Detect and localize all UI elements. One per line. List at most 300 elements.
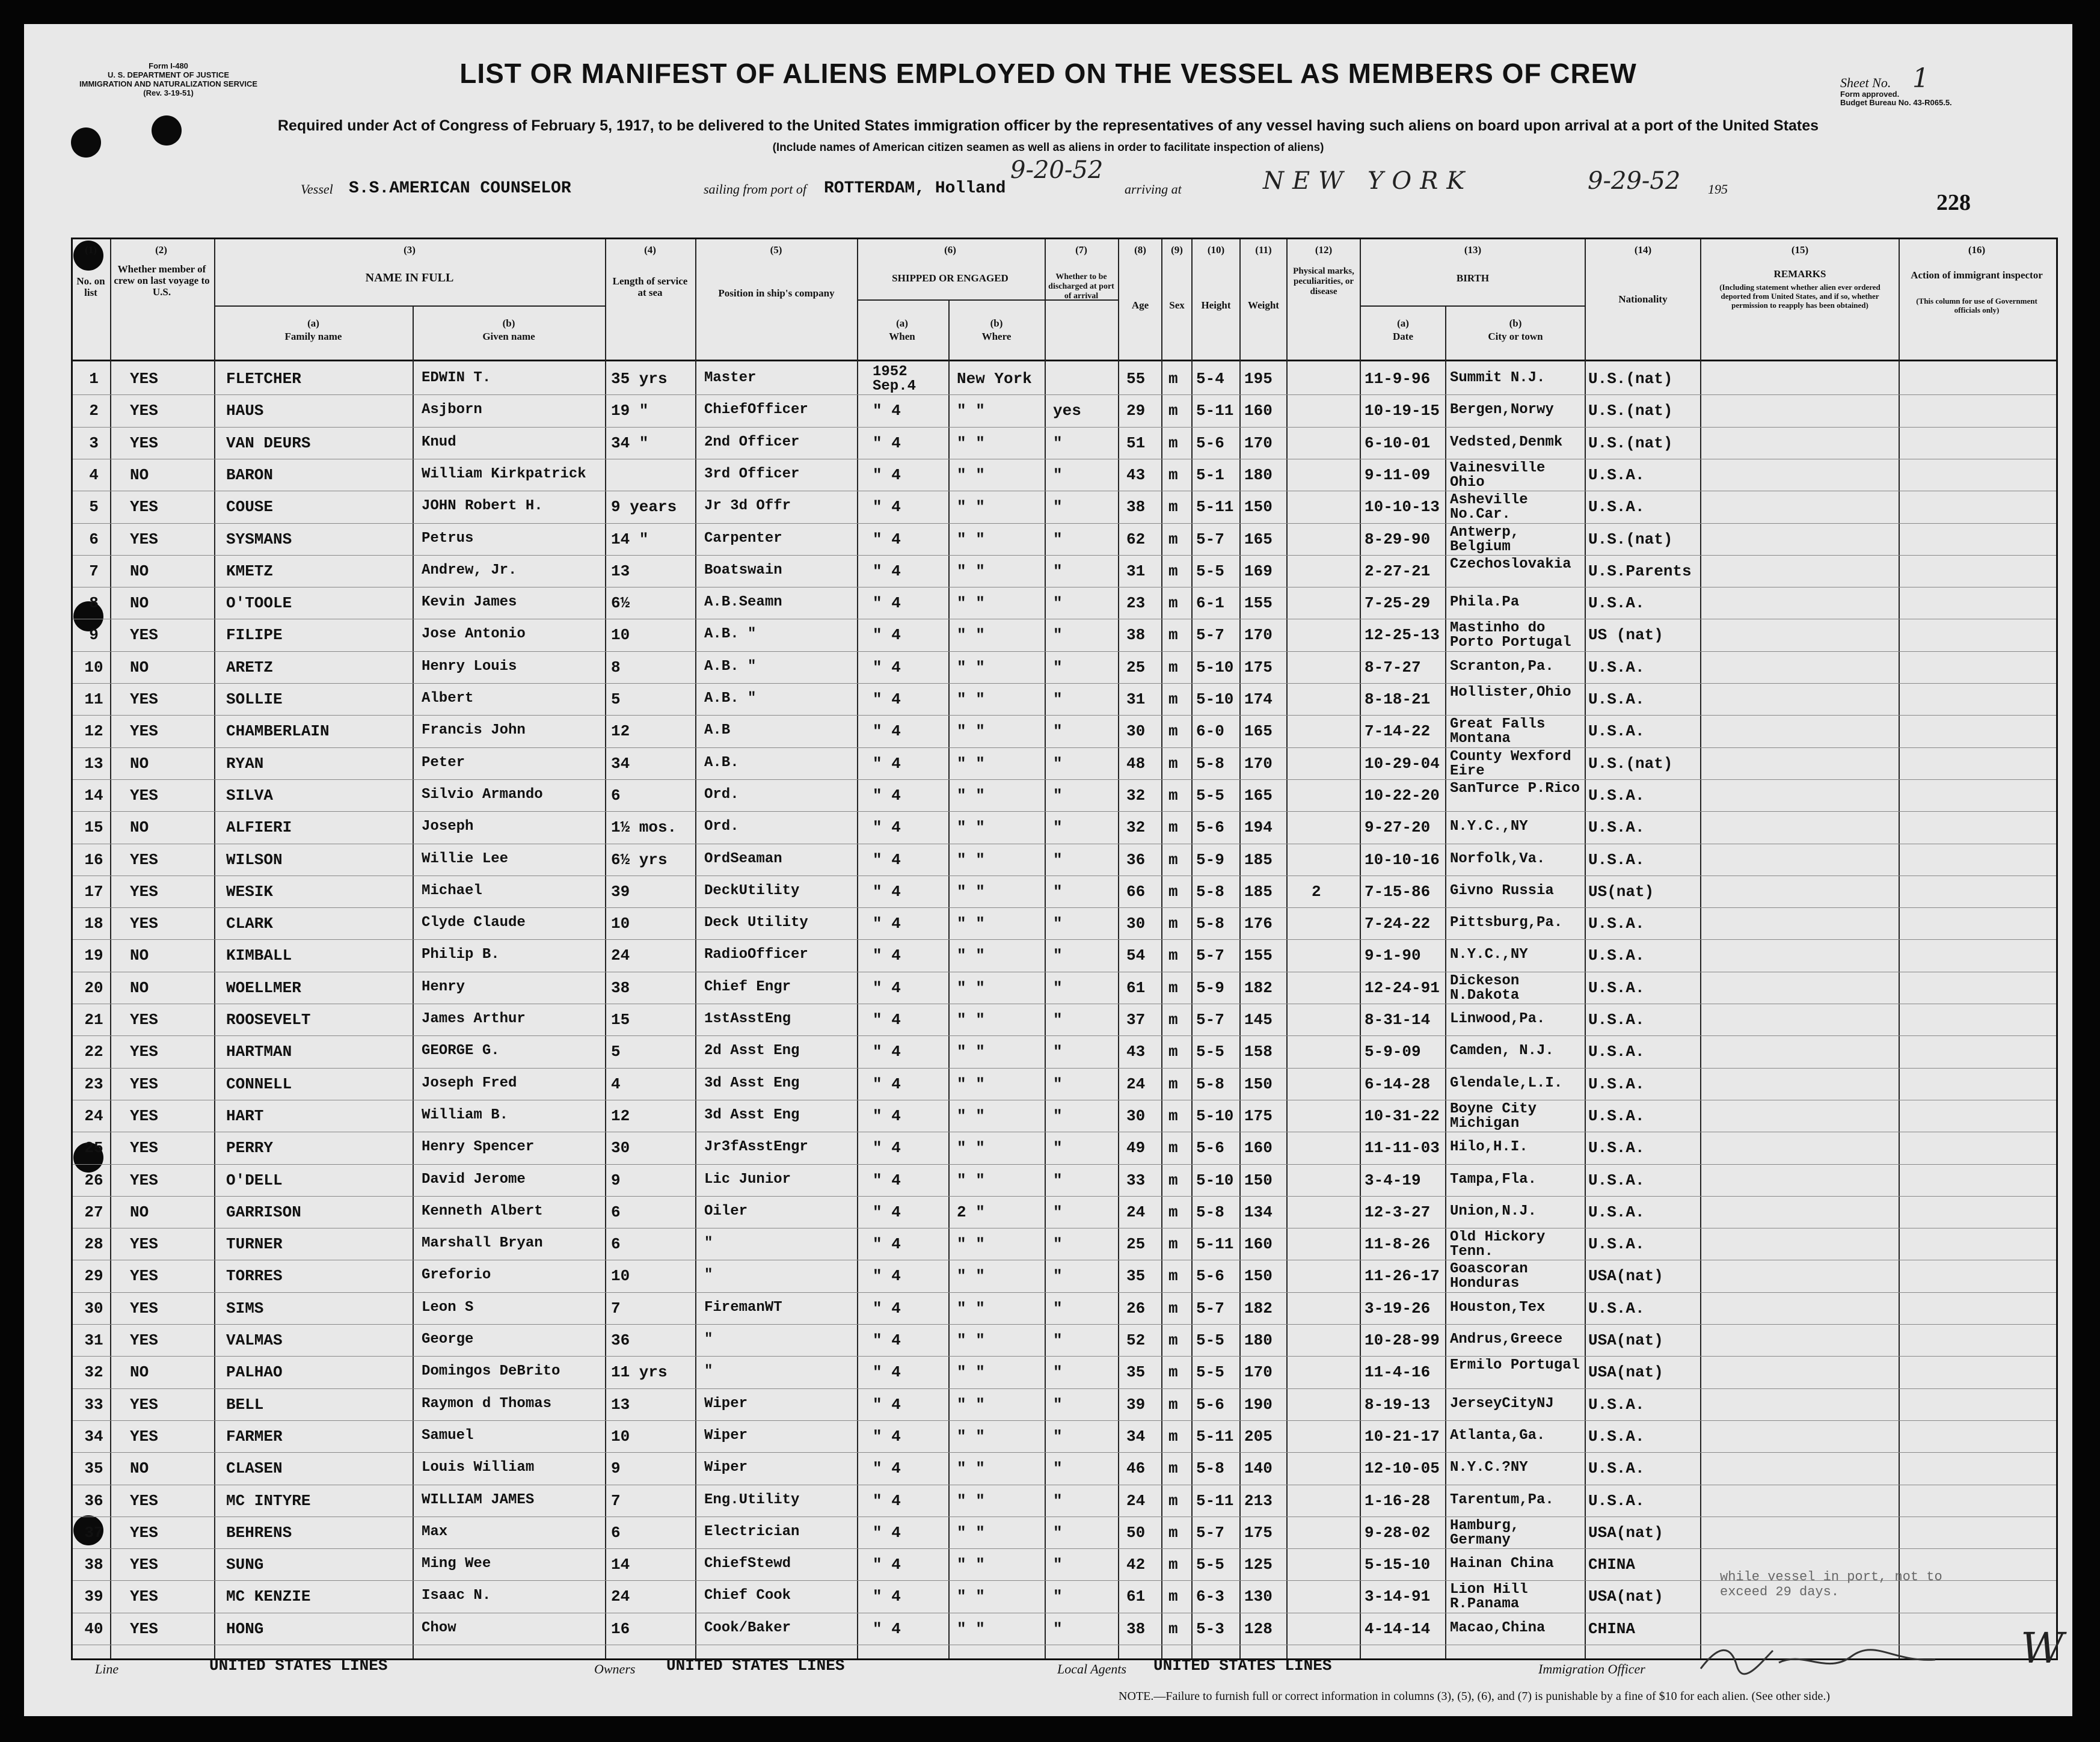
revision: (Rev. 3-19-51): [143, 88, 194, 97]
col8-num: (8): [1134, 244, 1146, 256]
row-height: 5-8: [1196, 915, 1224, 933]
row-nat: U.S.(nat): [1588, 530, 1673, 548]
row-position: OrdSeaman: [704, 850, 782, 867]
page-number: 228: [1936, 190, 1971, 215]
line-label: Line: [95, 1661, 119, 1676]
row-weight: 130: [1244, 1587, 1273, 1606]
row-divider: [73, 811, 2056, 812]
row-age: 23: [1126, 594, 1146, 613]
row-crew: NO: [130, 978, 149, 997]
row-age: 61: [1126, 978, 1146, 997]
col12-num: (12): [1315, 244, 1333, 256]
row-city: N.Y.C.,NY: [1450, 946, 1528, 963]
row-sex: m: [1168, 1459, 1178, 1478]
row-nat: U.S.A.: [1588, 1459, 1645, 1478]
row-family: CHAMBERLAIN: [226, 722, 330, 741]
row-service: 10: [611, 915, 630, 933]
row-age: 42: [1126, 1556, 1146, 1574]
row-disch: ": [1053, 882, 1063, 901]
row-height: 5-8: [1196, 882, 1224, 901]
row-position: Chief Cook: [704, 1587, 791, 1604]
row-bdate: 1-16-28: [1365, 1491, 1431, 1510]
row-when: " 4: [873, 626, 901, 645]
row-where: " ": [957, 562, 985, 580]
row-nat: U.S.A.: [1588, 1491, 1645, 1510]
row-bdate: 11-8-26: [1365, 1235, 1431, 1254]
row-height: 5-7: [1196, 1011, 1224, 1029]
row-height: 6-1: [1196, 594, 1224, 613]
col-line: [1239, 239, 1241, 1658]
row-disch: ": [1053, 1459, 1063, 1478]
row-where: " ": [957, 626, 985, 645]
row-when: " 4: [873, 1619, 901, 1638]
row-when: " 4: [873, 1459, 901, 1478]
row-where: " ": [957, 1395, 985, 1414]
row-position: Oiler: [704, 1203, 748, 1219]
row-service: 11 yrs: [611, 1363, 668, 1382]
row-position: 3d Asst Eng: [704, 1075, 800, 1091]
col-line: [110, 239, 111, 1658]
row-nat: U.S.A.: [1588, 1395, 1645, 1414]
col13b-sub: (b): [1509, 317, 1522, 329]
row-disch: ": [1053, 434, 1063, 452]
row-where: " ": [957, 498, 985, 517]
row-no: 39: [84, 1587, 103, 1606]
row-sex: m: [1168, 1395, 1178, 1414]
col11-header: Weight: [1248, 299, 1279, 311]
row-no: 6: [89, 530, 99, 548]
row-no: 31: [84, 1331, 103, 1349]
row-service: 1½ mos.: [611, 818, 677, 837]
row-nat: CHINA: [1588, 1556, 1636, 1574]
row-divider: [73, 779, 2056, 780]
row-given: Raymon d Thomas: [422, 1395, 552, 1412]
row-given: Kevin James: [422, 594, 517, 611]
col-line: [1899, 239, 1900, 1658]
row-crew: NO: [130, 754, 149, 773]
row-sex: m: [1168, 626, 1178, 645]
row-when: " 4: [873, 915, 901, 933]
row-age: 38: [1126, 1619, 1146, 1638]
row-disch: ": [1053, 1075, 1063, 1093]
row-sex: m: [1168, 1587, 1178, 1606]
row-height: 5-7: [1196, 1299, 1224, 1317]
row-given: Jose Antonio: [422, 626, 526, 643]
row-no: 13: [84, 754, 103, 773]
col-line: [1118, 239, 1119, 1658]
row-no: 29: [84, 1267, 103, 1286]
row-sex: m: [1168, 754, 1178, 773]
row-disch: ": [1053, 1331, 1063, 1349]
row-disch: ": [1053, 1299, 1063, 1317]
row-bdate: 3-19-26: [1365, 1299, 1431, 1317]
row-no: 1: [89, 370, 99, 388]
row-sex: m: [1168, 594, 1178, 613]
row-no: 8: [89, 594, 99, 613]
row-nat: U.S.A.: [1588, 1235, 1645, 1254]
row-crew: YES: [130, 1556, 158, 1574]
row-when: " 4: [873, 465, 901, 484]
row-when: " 4: [873, 882, 901, 901]
owners-label: Owners: [594, 1661, 636, 1676]
col-line: [1585, 239, 1586, 1658]
page-subtitle: Required under Act of Congress of February 5, 1917, to be delivered to the United States immigration officer by the representatives of any vessel having such aliens on board upon arrival at a port of the United States: [277, 117, 1819, 134]
row-position: ": [704, 1267, 713, 1284]
row-position: Ord.: [704, 818, 739, 835]
row-city: Dickeson N.Dakota: [1450, 974, 1520, 1003]
row-given: Philip B.: [422, 946, 500, 963]
row-height: 5-9: [1196, 850, 1224, 869]
row-sex: m: [1168, 1331, 1178, 1349]
row-service: 10: [611, 626, 630, 645]
handwritten-mark: W: [2021, 1624, 2064, 1673]
row-given: Joseph: [422, 818, 474, 835]
row-height: 5-6: [1196, 1395, 1224, 1414]
row-disch: ": [1053, 1235, 1063, 1254]
row-sex: m: [1168, 1075, 1178, 1093]
header-subdivider-3: [214, 305, 605, 307]
row-age: 32: [1126, 786, 1146, 805]
col10-header: Height: [1201, 299, 1231, 311]
row-city: N.Y.C.?NY: [1450, 1459, 1528, 1476]
row-family: BEHRENS: [226, 1523, 292, 1542]
row-when: " 4: [873, 1331, 901, 1349]
col6b-sub: (b): [990, 317, 1003, 329]
col15-subheader: (Including statement whether alien ever ordered deported from United States, and if so, whether permission to reapply has been obtained): [1719, 283, 1880, 310]
row-age: 35: [1126, 1267, 1146, 1286]
row-city: Asheville No.Car.: [1450, 493, 1528, 523]
row-service: 38: [611, 978, 630, 997]
row-given: Louis William: [422, 1459, 535, 1476]
row-when: " 4: [873, 1075, 901, 1093]
row-nat: U.S.A.: [1588, 465, 1645, 484]
row-no: 9: [89, 626, 99, 645]
row-given: Greforio: [422, 1267, 491, 1284]
row-bdate: 11-4-16: [1365, 1363, 1431, 1382]
year-suffix: 195: [1708, 182, 1728, 197]
row-position: Boatswain: [704, 562, 782, 578]
row-where: " ": [957, 754, 985, 773]
row-nat: USA(nat): [1588, 1587, 1663, 1606]
row-given: GEORGE G.: [422, 1043, 500, 1060]
row-family: WESIK: [226, 882, 274, 901]
row-position: ": [704, 1363, 713, 1380]
row-weight: 160: [1244, 1235, 1273, 1254]
row-bdate: 10-19-15: [1365, 402, 1440, 420]
row-city: Tarentum,Pa.: [1450, 1491, 1554, 1508]
row-when: " 4: [873, 402, 901, 420]
row-city: Lion Hill R.Panama: [1450, 1583, 1528, 1612]
sailing-port: ROTTERDAM, Holland: [824, 179, 1006, 198]
row-nat: U.S.A.: [1588, 722, 1645, 741]
row-where: " ": [957, 465, 985, 484]
row-nat: U.S.A.: [1588, 1427, 1645, 1446]
row-age: 36: [1126, 850, 1146, 869]
row-position: ": [704, 1331, 713, 1348]
row-crew: NO: [130, 562, 149, 580]
agents-value: UNITED STATES LINES: [1153, 1657, 1332, 1675]
row-bdate: 3-14-91: [1365, 1587, 1431, 1606]
row-weight: 182: [1244, 978, 1273, 997]
col13b-header: City or town: [1488, 331, 1543, 342]
row-no: 35: [84, 1459, 103, 1478]
row-sex: m: [1168, 1106, 1178, 1125]
row-age: 39: [1126, 1395, 1146, 1414]
row-position: Electrician: [704, 1523, 800, 1540]
row-bdate: 10-21-17: [1365, 1427, 1440, 1446]
row-given: Max: [422, 1523, 448, 1540]
col12-header: Physical marks, peculiarities, or disease: [1293, 266, 1354, 296]
row-given: Isaac N.: [422, 1587, 491, 1604]
row-family: FARMER: [226, 1427, 283, 1446]
row-age: 34: [1126, 1427, 1146, 1446]
row-crew: YES: [130, 1427, 158, 1446]
row-city: Hollister,Ohio: [1450, 685, 1571, 700]
row-family: BELL: [226, 1395, 264, 1414]
row-no: 7: [89, 562, 99, 580]
row-no: 24: [84, 1106, 103, 1125]
row-divider: [73, 683, 2056, 684]
row-disch: ": [1053, 978, 1063, 997]
row-crew: YES: [130, 1267, 158, 1286]
footer: [71, 1657, 2054, 1681]
row-crew: YES: [130, 1587, 158, 1606]
col1-header: No. on list: [76, 275, 105, 298]
row-city: Antwerp, Belgium: [1450, 525, 1520, 554]
row-when: " 4: [873, 594, 901, 613]
row-crew: YES: [130, 370, 158, 388]
row-when: " 4: [873, 1235, 901, 1254]
row-weight: 160: [1244, 1139, 1273, 1158]
row-when: " 4: [873, 434, 901, 452]
row-service: 36: [611, 1331, 630, 1349]
row-weight: 174: [1244, 690, 1273, 708]
row-age: 35: [1126, 1363, 1146, 1382]
row-bdate: 10-10-16: [1365, 850, 1440, 869]
col5-header: Position in ship's company: [718, 287, 835, 299]
row-city: Hamburg, Germany: [1450, 1518, 1520, 1548]
row-height: 5-6: [1196, 818, 1224, 837]
page-title: LIST OR MANIFEST OF ALIENS EMPLOYED ON THE VESSEL AS MEMBERS OF CREW: [459, 58, 1637, 89]
row-nat: U.S.A.: [1588, 1075, 1645, 1093]
row-family: GARRISON: [226, 1203, 301, 1221]
row-nat: U.S.A.: [1588, 690, 1645, 708]
row-sex: m: [1168, 915, 1178, 933]
row-crew: NO: [130, 1459, 149, 1478]
arriving-label: arriving at: [1125, 182, 1182, 197]
row-city: Andrus,Greece: [1450, 1331, 1563, 1348]
row-age: 43: [1126, 465, 1146, 484]
row-height: 5-8: [1196, 754, 1224, 773]
row-family: ROOSEVELT: [226, 1011, 311, 1029]
row-weight: 213: [1244, 1491, 1273, 1510]
row-crew: NO: [130, 465, 149, 484]
row-weight: 170: [1244, 754, 1273, 773]
row-bdate: 12-10-05: [1365, 1459, 1440, 1478]
row-crew: YES: [130, 1106, 158, 1125]
row-when: " 4: [873, 722, 901, 741]
row-position: 3rd Officer: [704, 465, 800, 482]
row-nat: U.S.A.: [1588, 818, 1645, 837]
row-city: Norfolk,Va.: [1450, 850, 1546, 867]
row-bdate: 11-26-17: [1365, 1267, 1440, 1286]
row-divider: [73, 1420, 2056, 1421]
row-family: SILVA: [226, 786, 274, 805]
row-service: 10: [611, 1427, 630, 1446]
col6b-header: Where: [981, 331, 1012, 342]
row-age: 26: [1126, 1299, 1146, 1317]
row-age: 31: [1126, 562, 1146, 580]
row-age: 30: [1126, 1106, 1146, 1125]
row-weight: 175: [1244, 658, 1273, 676]
row-where: " ": [957, 850, 985, 869]
row-divider: [73, 1452, 2056, 1453]
row-divider: [73, 1164, 2056, 1165]
row-bdate: 6-14-28: [1365, 1075, 1431, 1093]
row-no: 23: [84, 1075, 103, 1093]
row-given: WILLIAM JAMES: [422, 1491, 535, 1508]
stamp-line-1: while vessel in port, not to: [1720, 1569, 1942, 1584]
row-given: Peter: [422, 754, 465, 771]
row-disch: ": [1053, 1587, 1063, 1606]
row-sex: m: [1168, 498, 1178, 517]
row-service: 4: [611, 1075, 621, 1093]
row-given: Chow: [422, 1619, 456, 1636]
row-bdate: 9-1-90: [1365, 946, 1421, 965]
row-age: 50: [1126, 1523, 1146, 1542]
row-height: 5-5: [1196, 786, 1224, 805]
row-position: FiremanWT: [704, 1299, 782, 1316]
sheet-value: 1: [1912, 63, 1929, 94]
row-weight: 170: [1244, 626, 1273, 645]
row-given: EDWIN T.: [422, 370, 491, 386]
row-weight: 194: [1244, 818, 1273, 837]
row-age: 38: [1126, 498, 1146, 517]
row-given: JOHN Robert H.: [422, 498, 543, 515]
vessel-name: S.S.AMERICAN COUNSELOR: [349, 179, 571, 198]
col6-header: SHIPPED OR ENGAGED: [892, 272, 1009, 284]
row-position: A.B.: [704, 754, 739, 771]
row-when: " 4: [873, 1171, 901, 1189]
row-bdate: 8-31-14: [1365, 1011, 1431, 1029]
row-crew: YES: [130, 1491, 158, 1510]
row-position: DeckUtility: [704, 882, 800, 899]
col3a-header: Family name: [284, 331, 342, 342]
row-city: Tampa,Fla.: [1450, 1171, 1537, 1188]
row-weight: 165: [1244, 722, 1273, 741]
row-sex: m: [1168, 370, 1178, 388]
row-sex: m: [1168, 690, 1178, 708]
row-weight: 165: [1244, 530, 1273, 548]
row-bdate: 2-27-21: [1365, 562, 1431, 580]
row-service: 35 yrs: [611, 370, 668, 388]
row-crew: YES: [130, 530, 158, 548]
row-weight: 128: [1244, 1619, 1273, 1638]
row-age: 37: [1126, 1011, 1146, 1029]
row-weight: 150: [1244, 498, 1273, 517]
row-family: CLARK: [226, 915, 274, 933]
row-when: " 4: [873, 1106, 901, 1125]
row-given: David Jerome: [422, 1171, 526, 1188]
form-number: Form I-480: [149, 61, 188, 70]
col5-num: (5): [770, 244, 782, 256]
col3-num: (3): [404, 244, 416, 256]
row-no: 34: [84, 1427, 103, 1446]
row-no: 16: [84, 850, 103, 869]
row-where: " ": [957, 1139, 985, 1158]
row-weight: 195: [1244, 370, 1273, 388]
row-nat: U.S.A.: [1588, 1203, 1645, 1221]
row-where: 2 ": [957, 1203, 985, 1221]
row-crew: YES: [130, 1523, 158, 1542]
row-position: Chief Engr: [704, 978, 791, 995]
row-service: 15: [611, 1011, 630, 1029]
row-weight: 185: [1244, 882, 1273, 901]
row-position: RadioOfficer: [704, 946, 808, 963]
row-city: Atlanta,Ga.: [1450, 1427, 1546, 1444]
row-where: " ": [957, 1459, 985, 1478]
row-nat: U.S.A.: [1588, 1043, 1645, 1061]
row-no: 4: [89, 465, 99, 484]
row-where: " ": [957, 1619, 985, 1638]
manifest-table: [71, 238, 2058, 1660]
row-service: 7: [611, 1491, 621, 1510]
row-age: 32: [1126, 818, 1146, 837]
row-where: " ": [957, 978, 985, 997]
row-family: VALMAS: [226, 1331, 283, 1349]
row-height: 5-5: [1196, 1331, 1224, 1349]
row-crew: YES: [130, 1331, 158, 1349]
row-city: Summit N.J.: [1450, 370, 1546, 386]
row-disch: ": [1053, 850, 1063, 869]
row-sex: m: [1168, 402, 1178, 420]
row-where: " ": [957, 1523, 985, 1542]
row-city: Hilo,H.I.: [1450, 1139, 1528, 1156]
row-where: " ": [957, 434, 985, 452]
row-service: 10: [611, 1267, 630, 1286]
row-divider: [73, 523, 2056, 524]
row-weight: 205: [1244, 1427, 1273, 1446]
row-given: Andrew, Jr.: [422, 562, 517, 578]
row-where: " ": [957, 1299, 985, 1317]
row-city: Great Falls Montana: [1450, 717, 1546, 747]
form-approval: [1840, 90, 1952, 107]
row-no: 25: [84, 1139, 103, 1158]
row-where: " ": [957, 786, 985, 805]
row-nat: U.S.A.: [1588, 1171, 1645, 1189]
row-where: " ": [957, 722, 985, 741]
row-height: 5-11: [1196, 1235, 1234, 1254]
sailing-date: 9-20-52: [1010, 156, 1104, 184]
row-divider: [73, 907, 2056, 908]
row-when: " 4: [873, 1587, 901, 1606]
row-disch: ": [1053, 754, 1063, 773]
row-city: Vainesville Ohio: [1450, 461, 1546, 490]
sheet-label: Sheet No.: [1840, 75, 1891, 90]
row-no: 36: [84, 1491, 103, 1510]
row-sex: m: [1168, 1043, 1178, 1061]
row-nat: CHINA: [1588, 1619, 1636, 1638]
row-weight: 134: [1244, 1203, 1273, 1221]
row-family: SUNG: [226, 1556, 264, 1574]
row-no: 27: [84, 1203, 103, 1221]
row-no: 5: [89, 498, 99, 517]
row-service: 34 ": [611, 434, 649, 452]
row-no: 40: [84, 1619, 103, 1638]
row-family: HART: [226, 1106, 264, 1125]
row-disch: ": [1053, 1267, 1063, 1286]
col2-header: Whether member of crew on last voyage to U.S.: [114, 263, 210, 298]
